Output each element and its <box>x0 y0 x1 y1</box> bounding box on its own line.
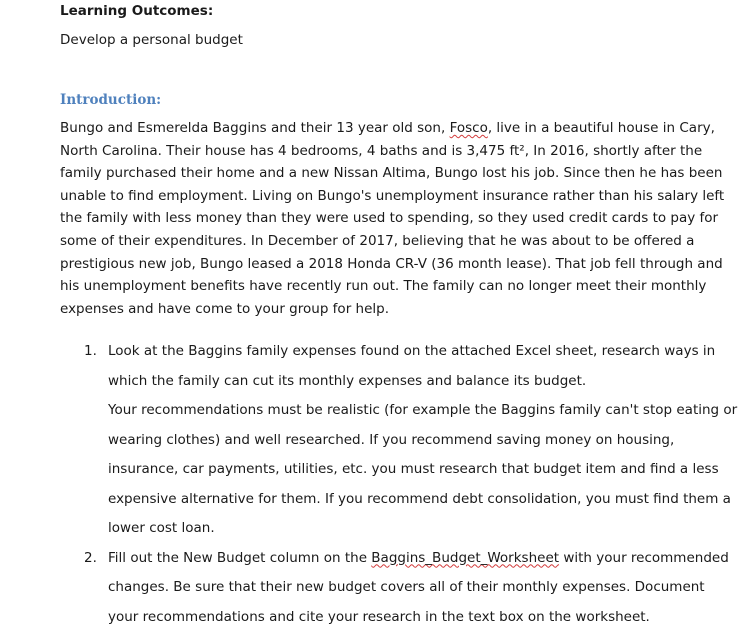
intro-line: family purchased their home and a new Nissan Altima, Bungo lost his job. Since then he has been <box>60 165 723 182</box>
list-item-line: insurance, car payments, utilities, etc. you must research that budget item and find a less <box>108 461 719 477</box>
intro-line: the family with less money than they were used to spending, so they used credit cards to pay for <box>60 210 719 227</box>
list-item-line: Fill out the New Budget column on the Baggins_Budget_Worksheet with your recommended <box>108 549 729 566</box>
intro-line: expenses and have come to your group for help. <box>60 300 390 317</box>
learning-outcomes-heading: Learning Outcomes: <box>60 3 214 19</box>
intro-line: North Carolina. Their house has 4 bedrooms, 4 baths and is 3,475 ft², In 2016, shortly after the <box>60 142 703 159</box>
list-item-number: 2. <box>84 549 97 566</box>
intro-line: Bungo and Esmerelda Baggins and their 13 year old son, Fosco, live in a beautiful house in Cary, <box>60 120 715 136</box>
list-item-line: lower cost loan. <box>108 520 215 536</box>
spellcheck-word[interactable]: Fosco <box>449 120 488 136</box>
intro-line: his unemployment benefits have recently run out. The family can no longer meet their monthly <box>60 278 707 295</box>
list-item-number: 1. <box>84 343 97 359</box>
intro-line: prestigious new job, Bungo leased a 2018 Honda CR-V (36 month lease). That job fell through and <box>60 255 723 272</box>
learning-outcomes-text: Develop a personal budget <box>60 32 243 48</box>
intro-line: unable to find employment. Living on Bungo's unemployment insurance rather than his salary left <box>60 187 725 204</box>
list-item-line: Your recommendations must be realistic (for example the Baggins family can't stop eating or <box>108 402 738 418</box>
introduction-heading: Introduction: <box>60 92 162 108</box>
worksheet-name[interactable]: Baggins_Budget_Worksheet <box>371 549 560 566</box>
introduction-paragraph <box>60 117 740 320</box>
intro-line: some of their expenditures. In December of 2017, believing that he was about to be offered a <box>60 232 695 249</box>
list-item-line: changes. Be sure that their new budget covers all of their monthly expenses. Document <box>108 579 705 595</box>
list-item-line: which the family can cut its monthly expenses and balance its budget. <box>108 372 587 389</box>
list-item-line: wearing clothes) and well researched. If you recommend saving money on housing, <box>108 431 675 448</box>
list-item-line: Look at the Baggins family expenses found on the attached Excel sheet, research ways in <box>108 343 716 359</box>
list-item-line: expensive alternative for them. If you recommend debt consolidation, you must find them a <box>108 490 731 507</box>
list-item-line: your recommendations and cite your research in the text box on the worksheet. <box>108 608 650 625</box>
